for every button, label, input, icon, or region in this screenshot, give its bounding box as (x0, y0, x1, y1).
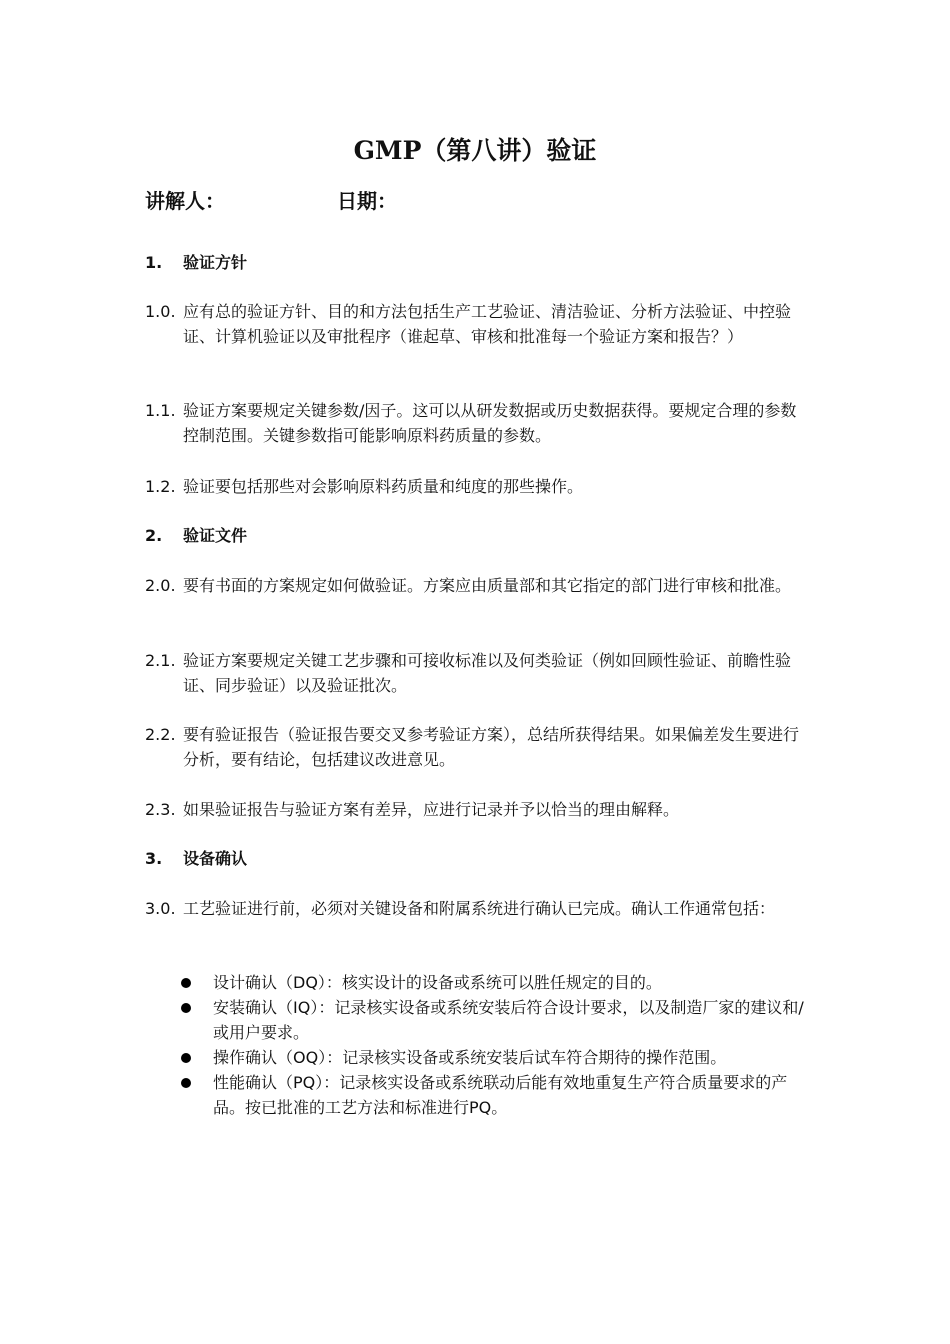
bullet-list (177, 970, 817, 1120)
section-heading-text: 设备确认 (183, 849, 248, 868)
paragraph (145, 299, 825, 349)
section-heading (145, 250, 825, 275)
list-item-text: 安装确认（IQ）：记录核实设备或系统安装后符合设计要求，以及制造厂家的建议和/或用户要求。 (213, 998, 804, 1042)
paragraph (145, 722, 825, 772)
paragraph-number: 1.1. (145, 401, 176, 420)
paragraph-text: 如果验证报告与验证方案有差异，应进行记录并予以恰当的理由解释。 (183, 800, 680, 819)
paragraph-text: 要有书面的方案规定如何做验证。方案应由质量部和其它指定的部门进行审核和批准。 (183, 576, 792, 595)
paragraph (145, 573, 825, 598)
list-item (177, 1070, 817, 1120)
list-item (177, 970, 817, 995)
paragraph-number: 1.2. (145, 477, 176, 496)
section-heading-text: 验证文件 (183, 526, 248, 545)
paragraph-text: 工艺验证进行前，必须对关键设备和附属系统进行确认已完成。确认工作通常包括： (183, 899, 776, 918)
paragraph-number: 2.3. (145, 800, 176, 819)
paragraph-number: 3.0. (145, 899, 176, 918)
paragraph-number: 2.0. (145, 576, 176, 595)
paragraph-number: 2.2. (145, 725, 176, 744)
bullet-icon (181, 1053, 191, 1063)
list-item (177, 995, 817, 1045)
paragraph-number: 1.0. (145, 302, 176, 321)
paragraph-text: 验证要包括那些对会影响原料药质量和纯度的那些操作。 (183, 477, 584, 496)
list-item-text: 设计确认（DQ）：核实设计的设备或系统可以胜任规定的目的。 (213, 973, 662, 992)
paragraph-number: 2.1. (145, 651, 176, 670)
document-meta (145, 186, 397, 216)
paragraph (145, 648, 825, 698)
bullet-icon (181, 1078, 191, 1088)
section-number: 3. (145, 849, 163, 868)
bullet-icon (181, 978, 191, 988)
list-item-text: 操作确认（OQ）：记录核实设备或系统安装后试车符合期待的操作范围。 (213, 1048, 727, 1067)
paragraph (145, 797, 825, 822)
paragraph-text: 要有验证报告（验证报告要交叉参考验证方案），总结所获得结果。如果偏差发生要进行分析，要有结论，包括建议改进意见。 (183, 725, 800, 769)
section-heading (145, 846, 825, 871)
section-heading (145, 523, 825, 548)
paragraph (145, 896, 825, 921)
section-number: 2. (145, 526, 163, 545)
bullet-icon (181, 1003, 191, 1013)
paragraph-text: 应有总的验证方针、目的和方法包括生产工艺验证、清洁验证、分析方法验证、中控验证、计算机验证以及审批程序（谁起草、审核和批准每一个验证方案和报告？） (183, 302, 792, 346)
paragraph (145, 474, 825, 499)
paragraph-text: 验证方案要规定关键参数/因子。这可以从研发数据或历史数据获得。要规定合理的参数控制范围。关键参数指可能影响原料药质量的参数。 (183, 401, 797, 445)
paragraph-text: 验证方案要规定关键工艺步骤和可接收标准以及何类验证（例如回顾性验证、前瞻性验证、同步验证）以及验证批次。 (183, 651, 792, 695)
list-item (177, 1045, 817, 1070)
section-heading-text: 验证方针 (183, 253, 248, 272)
paragraph (145, 398, 825, 448)
presenter-label: 讲解人： (145, 189, 225, 213)
document-title: GMP（第八讲）验证 (353, 136, 597, 165)
section-number: 1. (145, 253, 163, 272)
date-label: 日期： (337, 189, 397, 213)
list-item-text: 性能确认（PQ）：记录核实设备或系统联动后能有效地重复生产符合质量要求的产品。按已批准的工艺方法和标准进行PQ。 (213, 1073, 788, 1117)
